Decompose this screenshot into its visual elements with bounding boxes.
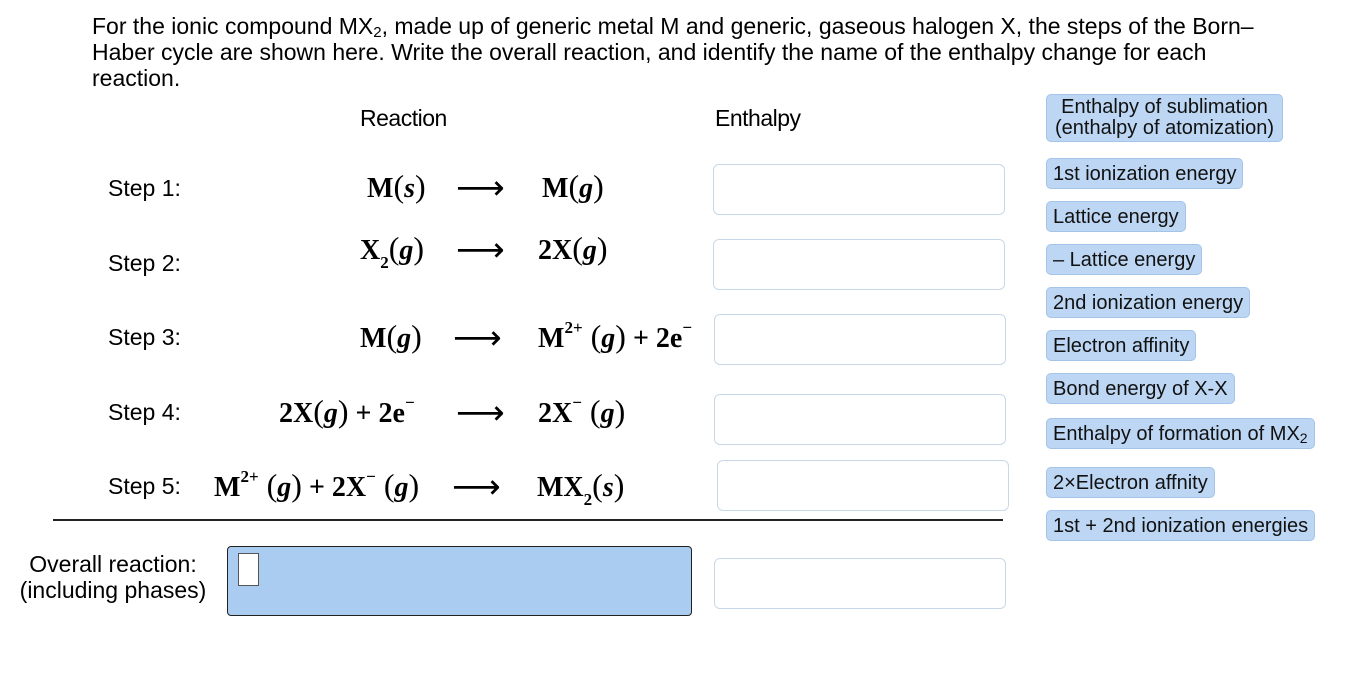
overall-enthalpy-slot[interactable]: [714, 558, 1006, 609]
step-5-enthalpy-slot[interactable]: [717, 460, 1009, 511]
choice-2x-electron-affinity[interactable]: 2×Electron affnity: [1046, 467, 1215, 498]
step-4-product: 2X− (g): [538, 393, 626, 429]
choice-lattice-energy[interactable]: Lattice energy: [1046, 201, 1186, 232]
choice-enthalpy-of-sublimation[interactable]: [1046, 94, 1283, 142]
choice-1st-2nd-ionization-energies[interactable]: 1st + 2nd ionization energies: [1046, 510, 1315, 541]
step-3-enthalpy-slot[interactable]: [714, 314, 1006, 365]
step-3-product: $M^{2+}$ (g) + 2e−: [538, 318, 693, 354]
choice-bond-energy-x-x[interactable]: Bond energy of X-X: [1046, 373, 1235, 404]
step-2-enthalpy-slot[interactable]: [713, 239, 1005, 290]
sum-divider-line: [53, 519, 1003, 521]
choice-sublimation-line2: (enthalpy of atomization): [1055, 117, 1275, 139]
step-2-label: Step 2:: [108, 250, 181, 276]
step-5-label: Step 5:: [108, 473, 181, 499]
step-1-enthalpy-slot[interactable]: [713, 164, 1005, 215]
step-4-label: Step 4:: [108, 399, 181, 425]
step-4-enthalpy-slot[interactable]: [714, 394, 1006, 445]
step-1-arrow: ⟶: [456, 168, 505, 208]
enthalpy-column-header: Enthalpy: [715, 105, 801, 131]
step-5-reactant: $M^{2+}$ (g) + 2X− (g): [214, 467, 420, 503]
choice-sublimation-line1: Enthalpy of sublimation: [1061, 96, 1268, 118]
step-5-product: $MX_2(s)$: [537, 467, 625, 509]
prompt-text-before: For the ionic compound MX: [92, 13, 374, 39]
choice-negative-lattice-energy[interactable]: – Lattice energy: [1046, 244, 1202, 275]
step-1-product: M(g): [542, 168, 604, 204]
choice-formation-subscript: 2: [1299, 430, 1308, 446]
text-cursor-box: [238, 553, 259, 586]
choice-1st-ionization-energy[interactable]: 1st ionization energy: [1046, 158, 1243, 189]
choice-2nd-ionization-energy[interactable]: 2nd ionization energy: [1046, 287, 1250, 318]
step-4-reactant: 2X(g) + 2e−: [279, 393, 415, 429]
step-1-reactant: M(s): [367, 168, 426, 204]
overall-reaction-input[interactable]: [227, 546, 692, 616]
step-2-reactant: $X_2(g)$: [360, 230, 425, 272]
step-3-reactant: M(g): [360, 318, 422, 354]
overall-reaction-label: [10, 551, 216, 603]
reaction-column-header: Reaction: [360, 105, 447, 131]
choice-electron-affinity[interactable]: Electron affinity: [1046, 330, 1196, 361]
step-1-label: Step 1:: [108, 175, 181, 201]
overall-label-line1: Overall reaction:: [29, 551, 197, 577]
question-prompt: [92, 13, 1272, 91]
step-2-arrow: ⟶: [456, 230, 505, 270]
step-3-label: Step 3:: [108, 324, 181, 350]
choice-formation-text: Enthalpy of formation of MX: [1053, 423, 1300, 445]
step-3-arrow: ⟶: [453, 318, 502, 358]
prompt-text-after: , made up of generic metal M and generic, gaseous halogen X, the steps of the Born– Haber cycle are shown here. Write the overall reaction, and identify the name of the enthalpy change for each reaction.: [92, 13, 1254, 91]
step-4-arrow: ⟶: [456, 393, 505, 433]
choice-enthalpy-of-formation[interactable]: [1046, 418, 1315, 449]
prompt-subscript: 2: [373, 24, 382, 41]
step-5-arrow: ⟶: [452, 467, 501, 507]
overall-label-line2: (including phases): [19, 577, 207, 603]
step-2-product: 2X(g): [538, 230, 608, 266]
